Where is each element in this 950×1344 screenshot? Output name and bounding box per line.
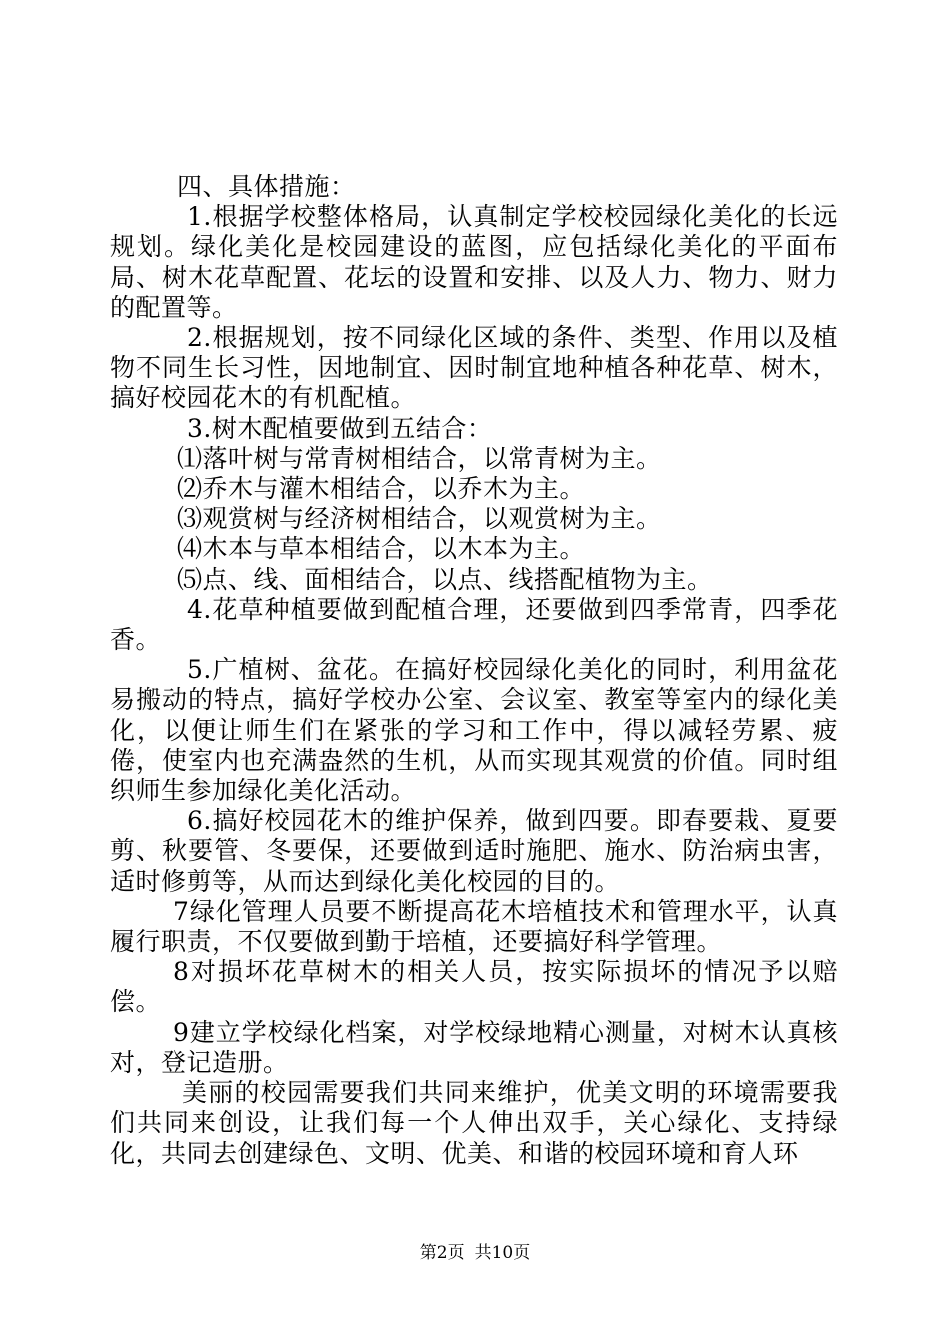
measure-item-8: 8对损坏花草树木的相关人员，按实际损坏的情况予以赔偿。: [110, 957, 838, 1017]
measure-item-4: 4.花草种植要做到配植合理，还要做到四季常青，四季花香。: [110, 594, 838, 655]
sub-item-1: ⑴落叶树与常青树相结合，以常青树为主。: [177, 443, 662, 473]
measure-item-9: 9建立学校绿化档案，对学校绿地精心测量，对树木认真核对，登记造册。: [110, 1017, 838, 1077]
closing-paragraph: 美丽的校园需要我们共同来维护，优美文明的环境需要我们共同来创设，让我们每一个人伸出双手，关心绿化、支持绿化，共同去创建绿色、文明、优美、和谐的校园环境和育人环: [110, 1078, 838, 1168]
measure-item-7: 7绿化管理人员要不断提高花木培植技术和管理水平，认真履行职责，不仅要做到勤于培植，还要搞好科学管理。: [110, 896, 838, 957]
page-footer: [0, 1242, 950, 1264]
measure-item-6: 6.搞好校园花木的维护保养，做到四要。即春要栽、夏要剪、秋要管、冬要保，还要做到适时施肥、施水、防治病虫害，适时修剪等，从而达到绿化美化校园的目的。: [110, 806, 838, 896]
sub-item-4: ⑷木本与草本相结合，以木本为主。: [177, 534, 586, 564]
measure-item-3: 3.树木配植要做到五结合：: [187, 413, 493, 443]
page-total: 共10页: [474, 1243, 531, 1263]
document-body: [110, 172, 838, 1169]
section-heading: 四、具体措施：: [177, 172, 356, 201]
measure-item-5: 5.广植树、盆花。在搞好校园绿化美化的同时，利用盆花易搬动的特点，搞好学校办公室、会议室、教室等室内的绿化美化，以便让师生们在紧张的学习和工作中，得以减轻劳累、疲倦，使室内也充满盎然的生机，从而实现其观赏的价值。同时组织师生参加绿化美化活动。: [110, 655, 838, 806]
measure-item-2: 2.根据规划，按不同绿化区域的条件、类型、作用以及植物不同生长习性，因地制宜、因时制宜地种植各种花草、树木，搞好校园花木的有机配植。: [110, 323, 838, 413]
measure-item-1: 1.根据学校整体格局，认真制定学校校园绿化美化的长远规划。绿化美化是校园建设的蓝图，应包括绿化美化的平面布局、树木花草配置、花坛的设置和安排、以及人力、物力、财力的配置等。: [110, 202, 838, 322]
sub-item-3: ⑶观赏树与经济树相结合，以观赏树为主。: [177, 504, 662, 534]
page-number: 第2页: [419, 1243, 465, 1263]
sub-item-2: ⑵乔木与灌木相结合，以乔木为主。: [177, 474, 586, 504]
sub-item-5: ⑸点、线、面相结合，以点、线搭配植物为主。: [177, 564, 713, 594]
